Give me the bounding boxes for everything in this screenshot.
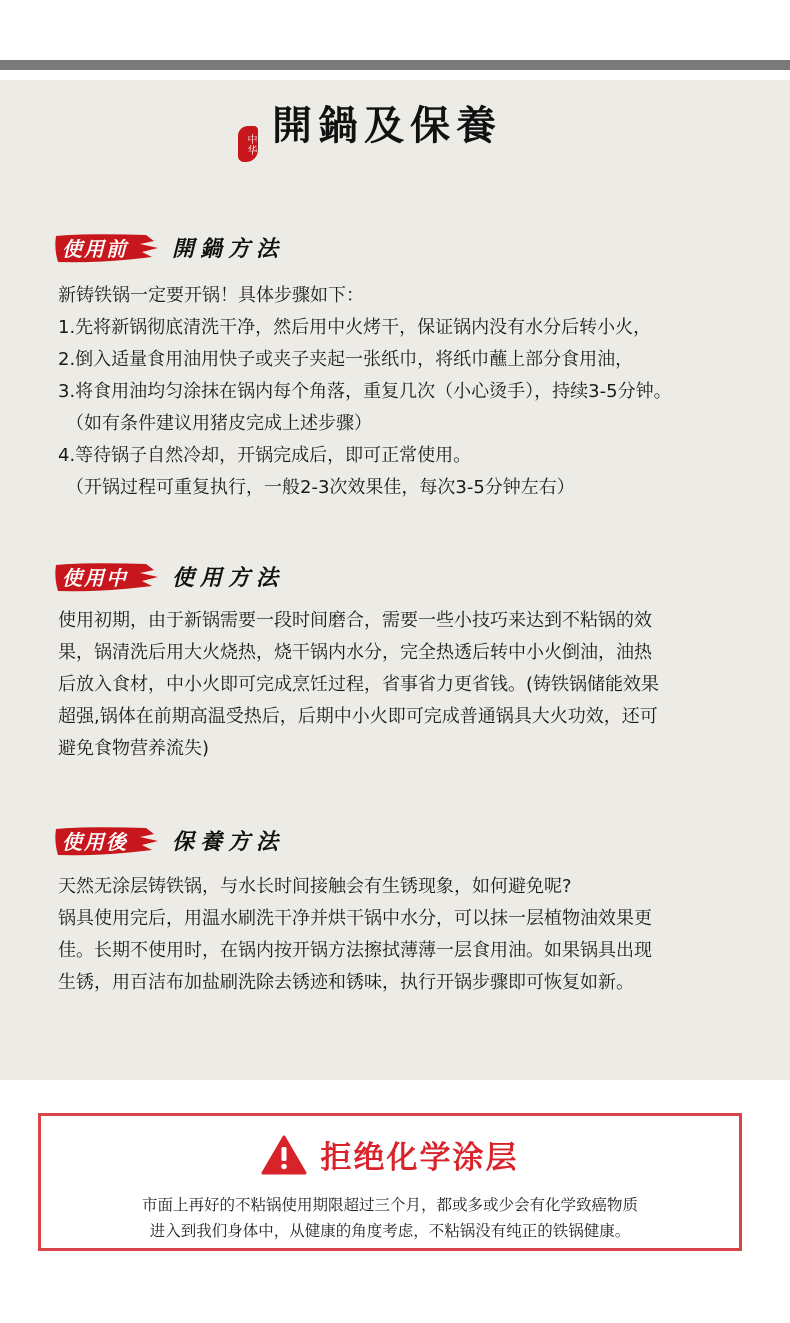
brush-badge <box>54 825 160 859</box>
section-during-use <box>0 561 790 759</box>
body-line: （开锅过程可重复执行，一般2-3次效果佳，每次3-5分钟左右） <box>66 477 575 498</box>
brush-badge <box>54 232 160 266</box>
page-title: 開鍋及保養 <box>272 102 502 149</box>
section-title: 使用方法 <box>172 565 285 591</box>
body-line: 生锈，用百洁布加盐刷洗除去锈迹和锈味，执行开锅步骤即可恢复如新。 <box>58 972 634 993</box>
body-line: 超强,锅体在前期高温受热后，后期中小火即可完成普通锅具大火功效，还可 <box>58 706 658 727</box>
section-badge-label: 使用前 <box>62 237 128 261</box>
warning-box <box>38 1113 742 1251</box>
body-line: 2.倒入适量食用油用快子或夹子夹起一张纸巾，将纸巾蘸上部分食用油， <box>58 349 634 370</box>
body-line: 佳。长期不使用时，在锅内按开锅方法擦拭薄薄一层食用油。如果锅具出现 <box>58 940 652 961</box>
body-line: 天然无涂层铸铁锅，与水长时间接触会有生锈现象，如何避免呢? <box>58 876 572 897</box>
section-after-use <box>0 825 790 993</box>
section-title: 開鍋方法 <box>172 236 285 262</box>
body-line: 使用初期，由于新锅需要一段时间磨合，需要一些小技巧来达到不粘锅的效 <box>58 610 652 631</box>
body-line: 后放入食材，中小火即可完成烹饪过程，省事省力更省钱。(铸铁锅储能效果 <box>58 674 660 695</box>
section-body <box>58 280 748 504</box>
warning-triangle-icon <box>261 1135 307 1175</box>
warning-header <box>41 1132 739 1176</box>
warning-title: 拒绝化学涂层 <box>320 1140 519 1176</box>
body-line: 避免食物营养流失) <box>58 738 210 759</box>
body-line: （如有条件建议用猪皮完成上述步骤） <box>66 413 372 434</box>
body-line: 4.等待锅子自然冷却，开锅完成后，即可正常使用。 <box>58 445 472 466</box>
section-title: 保養方法 <box>172 829 285 855</box>
body-line: 新铸铁锅一定要开锅！具体步骤如下： <box>58 285 364 306</box>
section-badge-label: 使用中 <box>62 566 128 590</box>
body-line: 3.将食用油均匀涂抹在锅内每个角落，重复几次（小心烫手），持续3-5分钟。 <box>58 381 672 402</box>
warning-line: 市面上再好的不粘锅使用期限超过三个月，都或多或少会有化学致癌物质 <box>141 1196 638 1214</box>
section-body <box>58 871 748 999</box>
brush-badge <box>54 561 160 595</box>
body-line: 果，锅清洗后用大火烧热，烧干锅内水分，完全热透后转中小火倒油，油热 <box>58 642 652 663</box>
section-body <box>58 605 748 765</box>
section-header <box>0 825 790 865</box>
body-line: 锅具使用完后，用温水刷洗干净并烘干锅中水分，可以抹一层植物油效果更 <box>58 908 652 929</box>
top-divider-bar <box>0 60 790 70</box>
section-header <box>0 232 790 272</box>
section-before-use <box>0 232 790 498</box>
section-header <box>0 561 790 601</box>
seal-stamp-icon: 中华 <box>238 126 258 162</box>
section-badge-label: 使用後 <box>62 830 128 854</box>
warning-line: 进入到我们身体中，从健康的角度考虑，不粘锅没有纯正的铁锅健康。 <box>149 1222 631 1240</box>
page-header <box>0 96 790 166</box>
body-line: 1.先将新锅彻底清洗干净，然后用中火烤干，保证锅内没有水分后转小火， <box>58 317 652 338</box>
warning-text <box>41 1192 739 1244</box>
